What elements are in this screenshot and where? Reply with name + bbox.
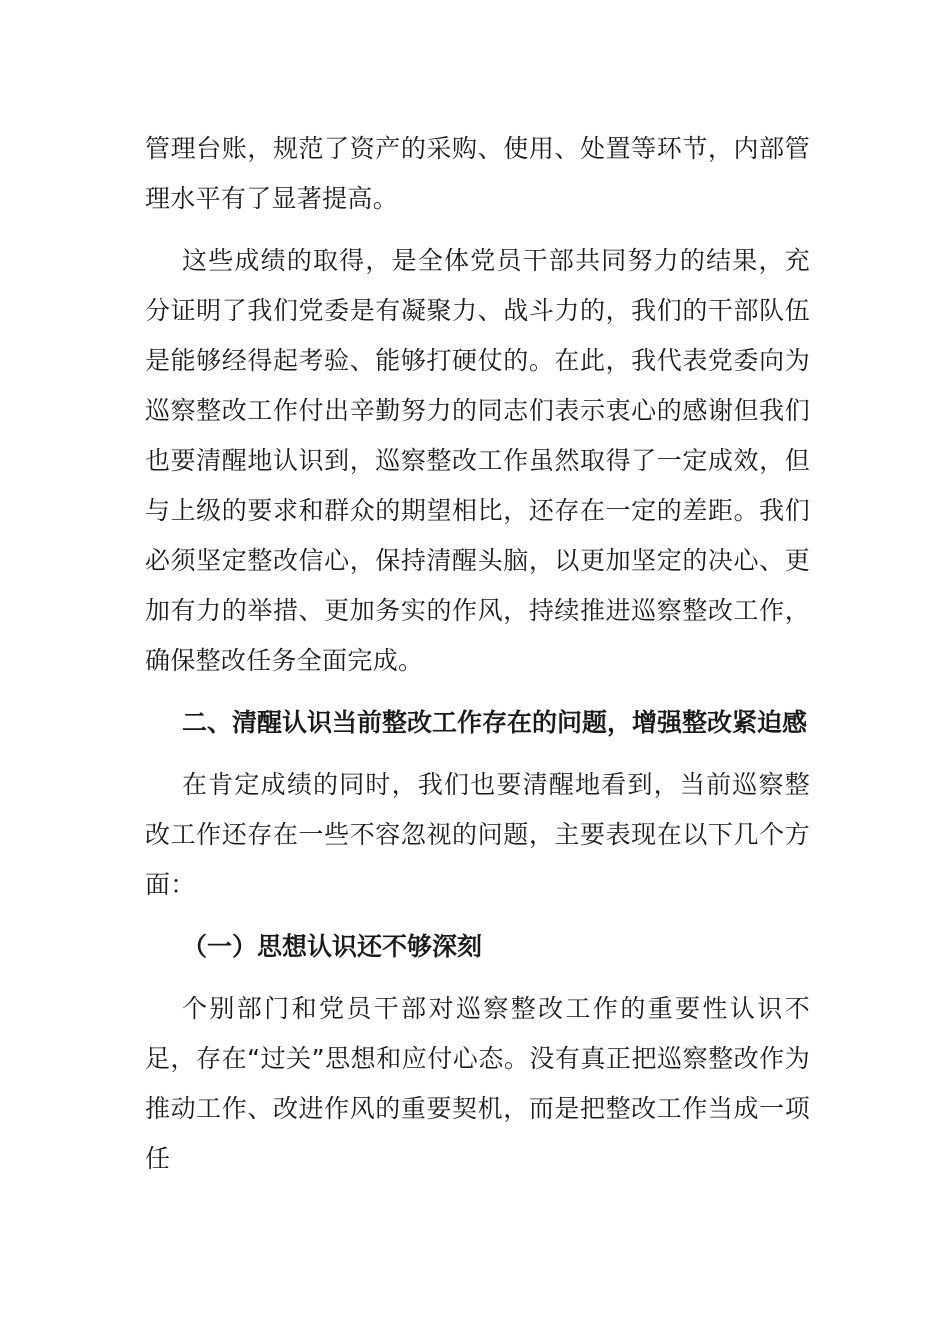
paragraph-asset-management: 管理台账，规范了资产的采购、使用、处置等环节，内部管理水平有了显著提高。 bbox=[145, 134, 810, 213]
subsection-heading-1: （一）思想认识还不够深刻 bbox=[182, 932, 483, 961]
document-page bbox=[145, 124, 810, 1184]
paragraph-achievements: 这些成绩的取得，是全体党员干部共同努力的结果，充分证明了我们党委是有凝聚力、战斗力的，我们的干部队伍是能够经得起考验、能够打硬仗的。在此，我代表党委向为巡察整改工作付出辛勤努力的同志们表示衷心的感谢但我们也要清醒地认识到，巡察整改工作虽然取得了一定成效，但与上级的要求和群众的期望相比，还存在一定的差距。我们必须坚定整改信心，保持清醒头脑，以更加坚定的决心、更加有力的举措、更加务实的作风，持续推进巡察整改工作，确保整改任务全面完成。 bbox=[145, 246, 810, 675]
paragraph-awareness-issue: 个别部门和党员干部对巡察整改工作的重要性认识不足，存在“过关”思想和应付心态。没有真正把巡察整改作为推动工作、改进作风的重要契机，而是把整改工作当成一项任 bbox=[145, 994, 810, 1173]
section-heading-2: 二、清醒认识当前整改工作存在的问题，增强整改紧迫感 bbox=[182, 708, 808, 737]
paragraph-problems-intro: 在肯定成绩的同时，我们也要清醒地看到，当前巡察整改工作还存在一些不容忽视的问题，主要表现在以下几个方面： bbox=[145, 770, 810, 899]
